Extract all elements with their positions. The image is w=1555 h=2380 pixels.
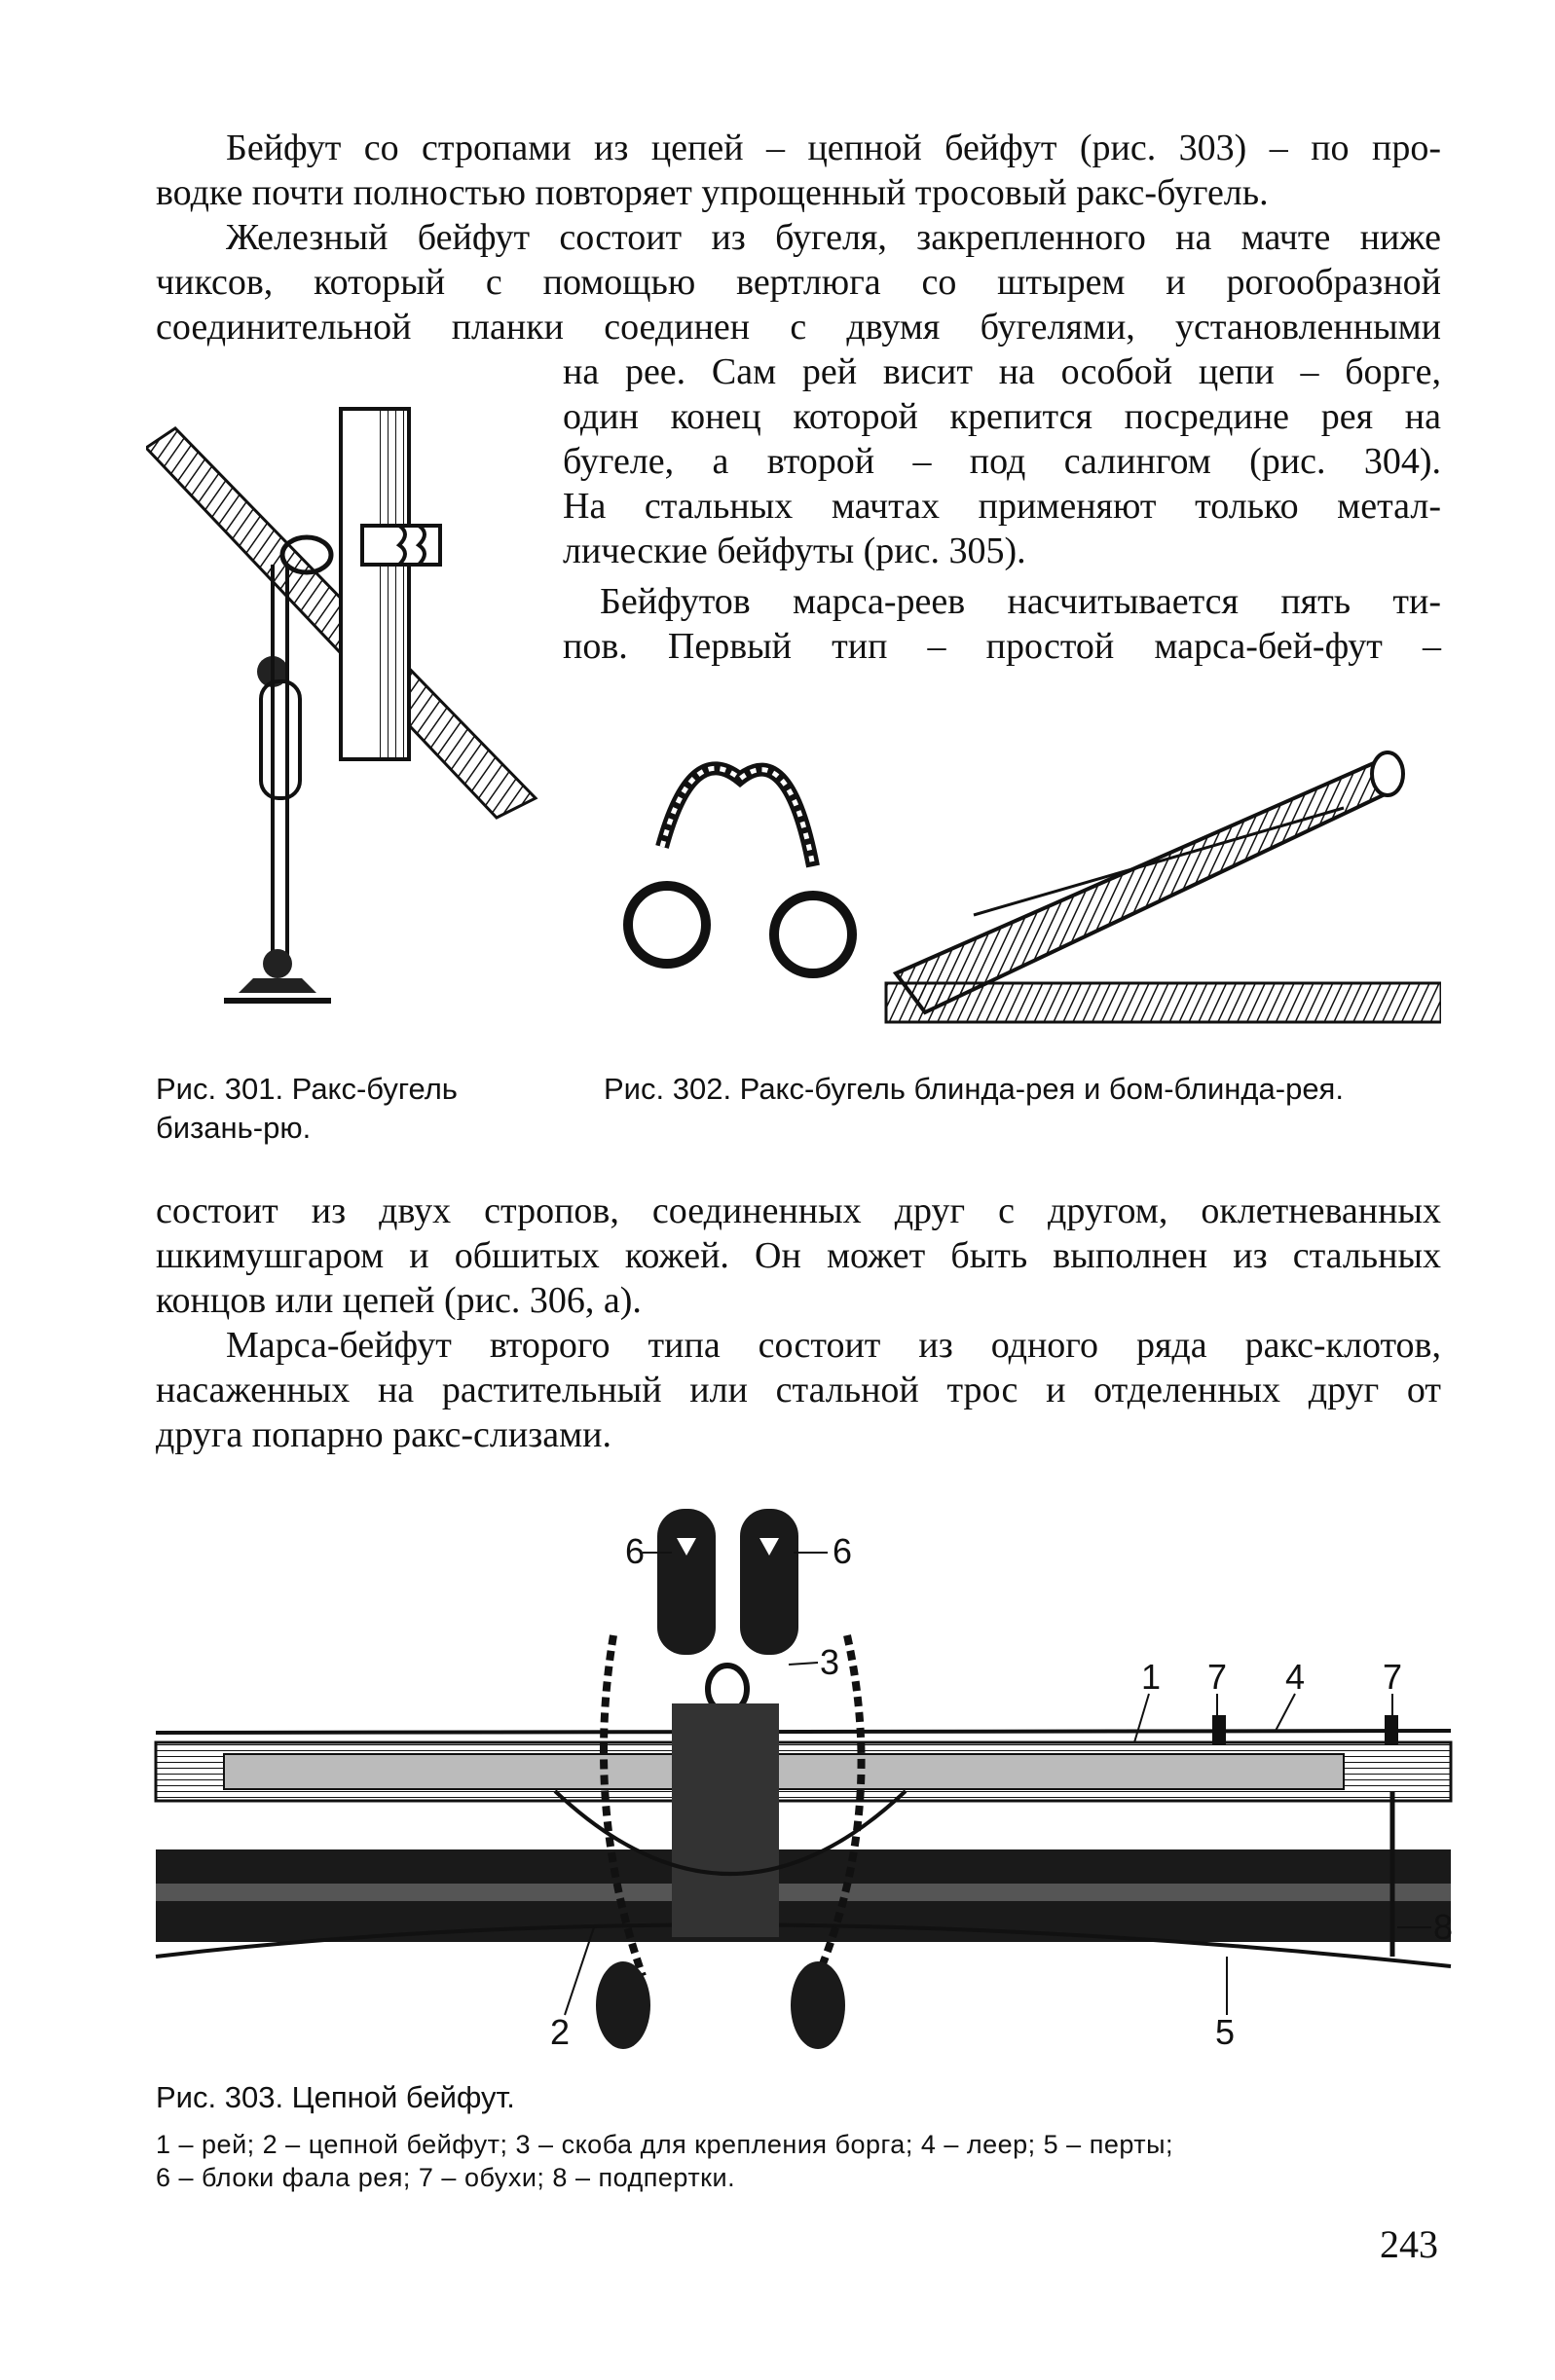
p2-line2: чиксов, который с помощью вертлюга со штырем и рогообразной: [156, 262, 1441, 303]
fig303-legend-line2: 6 – блоки фала рея; 7 – обухи; 8 – подпертки.: [156, 2163, 736, 2192]
figure-301-raks-bugel: [146, 389, 555, 1051]
label-7-left: 7: [1207, 1657, 1228, 1697]
caption-fig301-line2: бизань-рю.: [156, 1111, 312, 1145]
figure-303-chain-beyfut: [146, 1499, 1461, 2064]
label-6-right: 6: [833, 1531, 853, 1571]
p2-line6: бугеле, а второй – под салингом (рис. 304).: [563, 441, 1441, 482]
p2-line7: На стальных мачтах применяют только метал-: [563, 486, 1441, 527]
label-4: 4: [1285, 1657, 1306, 1697]
p5-line3: друга попарно ракс-слизами.: [156, 1414, 611, 1455]
label-8: 8: [1433, 1907, 1454, 1947]
label-3: 3: [820, 1642, 840, 1682]
label-7-right: 7: [1383, 1657, 1403, 1697]
page-number: 243: [1380, 2222, 1438, 2266]
p3-line2: пов. Первый тип – простой марса-бей-фут –: [563, 626, 1441, 667]
p2-line3: соединительной планки соединен с двумя бугелями, установленными: [156, 307, 1441, 348]
label-2: 2: [550, 2012, 571, 2052]
p5-line1: Марса-бейфут второго типа состоит из одного ряда ракс-клотов,: [226, 1325, 1441, 1366]
p4-line2: шкимушгаром и обшитых кожей. Он может быть выполнен из стальных: [156, 1235, 1441, 1276]
label-6-left: 6: [625, 1531, 646, 1571]
p4-line3: концов или цепей (рис. 306, а).: [156, 1280, 642, 1321]
caption-fig301-line1: Рис. 301. Ракс-бугель: [156, 1072, 458, 1106]
p5-line2: насаженных на растительный или стальной трос и отделенных друг от: [156, 1370, 1441, 1410]
p1-line1: Бейфут со стропами из цепей – цепной бейфут (рис. 303) – по про-: [226, 128, 1441, 168]
p4-line1: состоит из двух стропов, соединенных друг с другом, оклетневанных: [156, 1190, 1441, 1231]
figure-302-raks-bugel-blinda: [604, 720, 1441, 1032]
label-1: 1: [1141, 1657, 1162, 1697]
caption-fig302: Рис. 302. Ракс-бугель блинда-рея и бом-блинда-рея.: [604, 1072, 1344, 1106]
p1-line2: водке почти полностью повторяет упрощенный тросовый ракс-бугель.: [156, 172, 1269, 213]
caption-fig303: Рис. 303. Цепной бейфут.: [156, 2080, 515, 2114]
p2-line4: на рее. Сам рей висит на особой цепи – борге,: [563, 351, 1441, 392]
label-5: 5: [1215, 2012, 1236, 2052]
p2-line1: Железный бейфут состоит из бугеля, закрепленного на мачте ниже: [226, 217, 1441, 258]
p2-line8: лические бейфуты (рис. 305).: [563, 531, 1026, 571]
fig303-legend-line1: 1 – рей; 2 – цепной бейфут; 3 – скоба для крепления борга; 4 – леер; 5 – перты;: [156, 2130, 1174, 2159]
p2-line5: один конец которой крепится посредине рея на: [563, 396, 1441, 437]
p3-line1: Бейфутов марса-реев насчитывается пять ти-: [600, 581, 1441, 622]
